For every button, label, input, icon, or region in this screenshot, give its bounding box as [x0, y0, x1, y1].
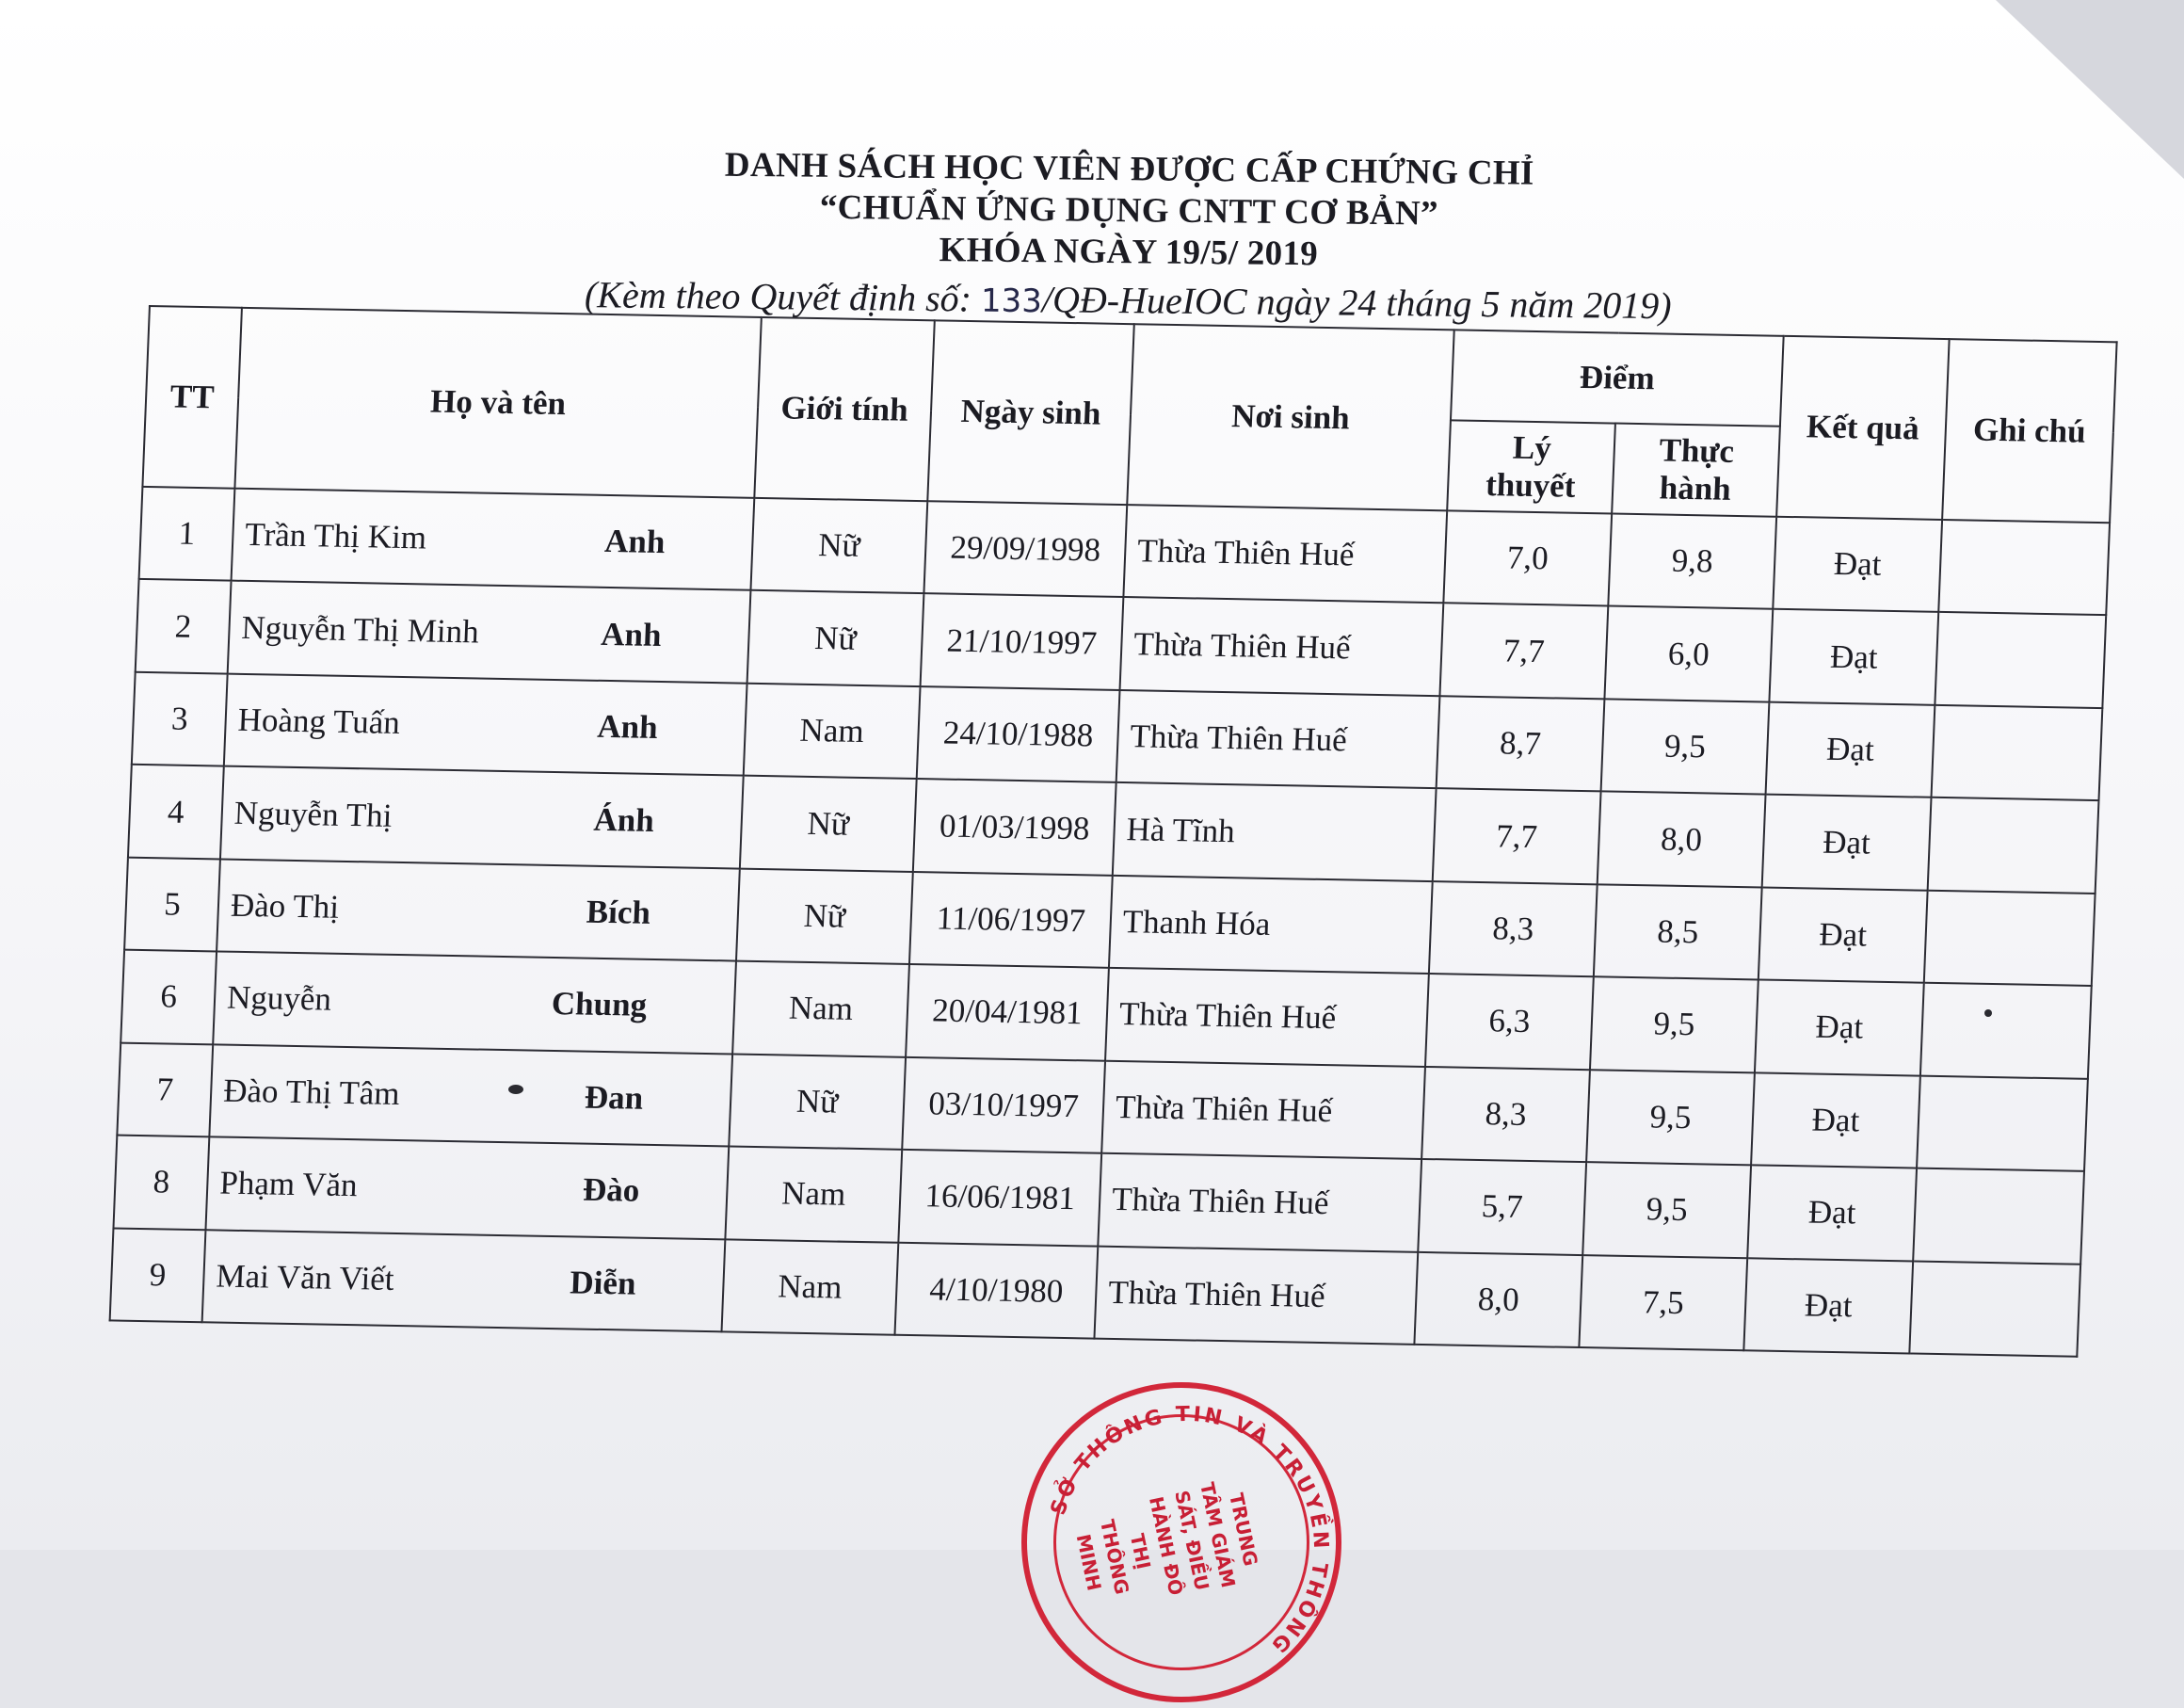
- cell-theory: 8,3: [1429, 881, 1598, 977]
- cell-family-name: Nguyễn: [226, 979, 332, 1019]
- cell-family-name: Đào Thị Tâm: [222, 1072, 401, 1112]
- cell-gender: Nữ: [747, 590, 924, 686]
- cell-practice: 9,8: [1608, 514, 1776, 610]
- cell-dob: 4/10/1980: [894, 1242, 1098, 1338]
- cell-given-name: Anh: [600, 615, 663, 653]
- cell-tt: 1: [139, 487, 235, 581]
- cell-family-name: Phạm Văn: [218, 1164, 359, 1204]
- cell-note: [1938, 520, 2110, 616]
- cell-tt: 2: [136, 579, 232, 673]
- cell-family-name: Đào Thị: [230, 886, 340, 926]
- header-name: Họ và tên: [234, 308, 761, 498]
- cell-note: [1924, 890, 2096, 986]
- title-line-1: DANH SÁCH HỌC VIÊN ĐƯỢC CẤP CHỨNG CHỈ: [724, 145, 1534, 193]
- cell-practice: 8,0: [1598, 792, 1766, 888]
- cell-result: Đạt: [1766, 701, 1935, 798]
- cell-place: Thừa Thiên Huế: [1120, 597, 1444, 696]
- cell-theory: 8,7: [1437, 696, 1605, 792]
- cell-theory: 8,0: [1414, 1251, 1582, 1347]
- cell-note: [1935, 612, 2106, 708]
- cell-note: [1913, 1168, 2084, 1265]
- decision-prefix: (Kèm theo Quyết định số:: [584, 273, 982, 320]
- cell-tt: 7: [117, 1042, 213, 1136]
- cell-gender: Nam: [725, 1147, 902, 1243]
- cell-dob: 11/06/1997: [909, 872, 1113, 968]
- cell-practice: 8,5: [1594, 884, 1762, 980]
- ink-dot: [1984, 1009, 1992, 1017]
- header-practice-line-2: hành: [1659, 469, 1732, 508]
- roster-table-wrapper: [109, 305, 2116, 1358]
- header-practice: [1612, 424, 1780, 517]
- title-line-3: KHÓA NGÀY 19/5/ 2019: [939, 231, 1319, 274]
- cell-gender: Nữ: [736, 868, 913, 964]
- stamp-center-text: TRUNG TÂM GIÁM SÁT, ĐIỀU HÀNH ĐÔ THỊ THÔNG MINH: [1071, 1480, 1262, 1598]
- header-practice-line-1: Thực: [1658, 431, 1735, 470]
- cell-given-name: Đan: [584, 1078, 644, 1117]
- folded-corner: [1996, 0, 2184, 179]
- cell-name: [217, 859, 740, 960]
- cell-dob: 16/06/1981: [898, 1150, 1101, 1246]
- cell-family-name: Nguyễn Thị: [233, 794, 393, 834]
- cell-note: [1920, 983, 2092, 1079]
- header-theory-line-2: thuyết: [1485, 466, 1577, 505]
- cell-place: Thừa Thiên Huế: [1101, 1060, 1425, 1159]
- cell-gender: Nam: [732, 961, 909, 1057]
- header-result: Kết quả: [1776, 336, 1950, 520]
- cell-note: [1928, 798, 2099, 894]
- cell-given-name: Chung: [551, 985, 648, 1024]
- cell-tt: 6: [120, 950, 217, 1044]
- cell-family-name: Mai Văn Viết: [215, 1257, 395, 1297]
- cell-given-name: Diễn: [569, 1264, 637, 1302]
- cell-practice: 9,5: [1590, 976, 1758, 1072]
- cell-tt: 5: [124, 857, 220, 951]
- cell-theory: 5,7: [1418, 1159, 1586, 1255]
- cell-dob: 29/09/1998: [923, 501, 1127, 597]
- cell-tt: 4: [128, 765, 224, 859]
- cell-result: Đạt: [1755, 980, 1924, 1076]
- cell-name: [224, 673, 747, 775]
- cell-practice: 7,5: [1579, 1255, 1747, 1351]
- cell-tt: 8: [113, 1136, 209, 1230]
- cell-name: [213, 952, 736, 1054]
- stamp-outer-text: SỞ THÔNG TIN VÀ TRUYỀN THÔNG: [1046, 1402, 1333, 1659]
- cell-name: [228, 581, 751, 683]
- header-theory: [1447, 420, 1615, 513]
- cell-name: [205, 1136, 729, 1238]
- header-place: Nơi sinh: [1127, 324, 1453, 510]
- cell-family-name: Nguyễn Thị Minh: [240, 608, 480, 651]
- cell-given-name: Bích: [586, 893, 651, 931]
- cell-theory: 7,0: [1443, 510, 1612, 606]
- cell-result: Đạt: [1762, 795, 1932, 891]
- ink-dot: [508, 1085, 523, 1094]
- cell-dob: 20/04/1981: [906, 964, 1109, 1060]
- cell-result: Đạt: [1773, 517, 1942, 613]
- cell-given-name: Ánh: [592, 800, 655, 839]
- header-score-group: Điểm: [1451, 330, 1784, 426]
- cell-tt: 9: [110, 1228, 206, 1322]
- cell-name: [202, 1230, 726, 1332]
- cell-note: [1909, 1261, 2080, 1357]
- cell-dob: 01/03/1998: [913, 779, 1116, 875]
- cell-given-name: Anh: [603, 523, 666, 561]
- cell-note: [1932, 705, 2103, 801]
- cell-gender: Nam: [722, 1239, 899, 1335]
- cell-result: Đạt: [1769, 609, 1938, 705]
- cell-place: Thừa Thiên Huế: [1105, 968, 1429, 1067]
- cell-place: Thừa Thiên Huế: [1116, 690, 1440, 789]
- cell-family-name: Hoàng Tuấn: [236, 701, 401, 742]
- cell-gender: Nam: [744, 684, 921, 780]
- cell-name: [209, 1044, 732, 1146]
- cell-given-name: Anh: [596, 707, 659, 747]
- cell-dob: 24/10/1988: [917, 686, 1120, 782]
- cell-tt: 3: [132, 672, 228, 766]
- cell-note: [1917, 1075, 2088, 1171]
- header-gender: Giới tính: [754, 317, 935, 501]
- decision-number: 133: [980, 282, 1043, 321]
- cell-dob: 21/10/1997: [921, 594, 1124, 690]
- cell-given-name: Đào: [582, 1170, 641, 1209]
- cell-practice: 9,5: [1586, 1070, 1755, 1166]
- cell-place: Thừa Thiên Huế: [1123, 505, 1447, 604]
- cell-place: Thừa Thiên Huế: [1098, 1153, 1421, 1252]
- cell-theory: 8,3: [1421, 1067, 1590, 1163]
- cell-name: [220, 766, 744, 868]
- cell-result: Đạt: [1751, 1072, 1920, 1168]
- cell-dob: 03/10/1997: [902, 1056, 1105, 1152]
- red-seal-stamp: [1021, 1382, 1341, 1702]
- cell-name: [232, 489, 755, 590]
- cell-gender: Nữ: [729, 1054, 906, 1150]
- cell-place: Thừa Thiên Huế: [1094, 1246, 1418, 1345]
- cell-gender: Nữ: [750, 498, 927, 594]
- roster-table: [109, 305, 2118, 1358]
- cell-theory: 6,3: [1425, 974, 1594, 1070]
- header-tt: TT: [142, 306, 242, 489]
- cell-result: Đạt: [1747, 1165, 1917, 1261]
- cell-gender: Nữ: [740, 776, 917, 872]
- cell-family-name: Trần Thị Kim: [244, 516, 427, 556]
- header-dob: Ngày sinh: [927, 320, 1134, 505]
- header-theory-line-1: Lý: [1512, 428, 1552, 467]
- cell-result: Đạt: [1743, 1258, 1913, 1354]
- cell-theory: 7,7: [1439, 604, 1608, 700]
- decision-suffix: /QĐ-HueIOC ngày 24 tháng 5 năm 2019): [1041, 278, 1672, 328]
- cell-theory: 7,7: [1433, 788, 1601, 884]
- cell-place: Hà Tĩnh: [1113, 782, 1437, 881]
- title-line-2: “CHUẨN ỨNG DỤNG CNTT CƠ BẢN”: [819, 187, 1438, 234]
- roster-body: [110, 487, 2110, 1357]
- header-note: Ghi chú: [1942, 339, 2117, 523]
- cell-practice: 9,5: [1601, 699, 1770, 795]
- cell-practice: 6,0: [1604, 606, 1773, 702]
- cell-result: Đạt: [1758, 887, 1928, 983]
- cell-practice: 9,5: [1582, 1162, 1751, 1258]
- cell-place: Thanh Hóa: [1109, 876, 1433, 975]
